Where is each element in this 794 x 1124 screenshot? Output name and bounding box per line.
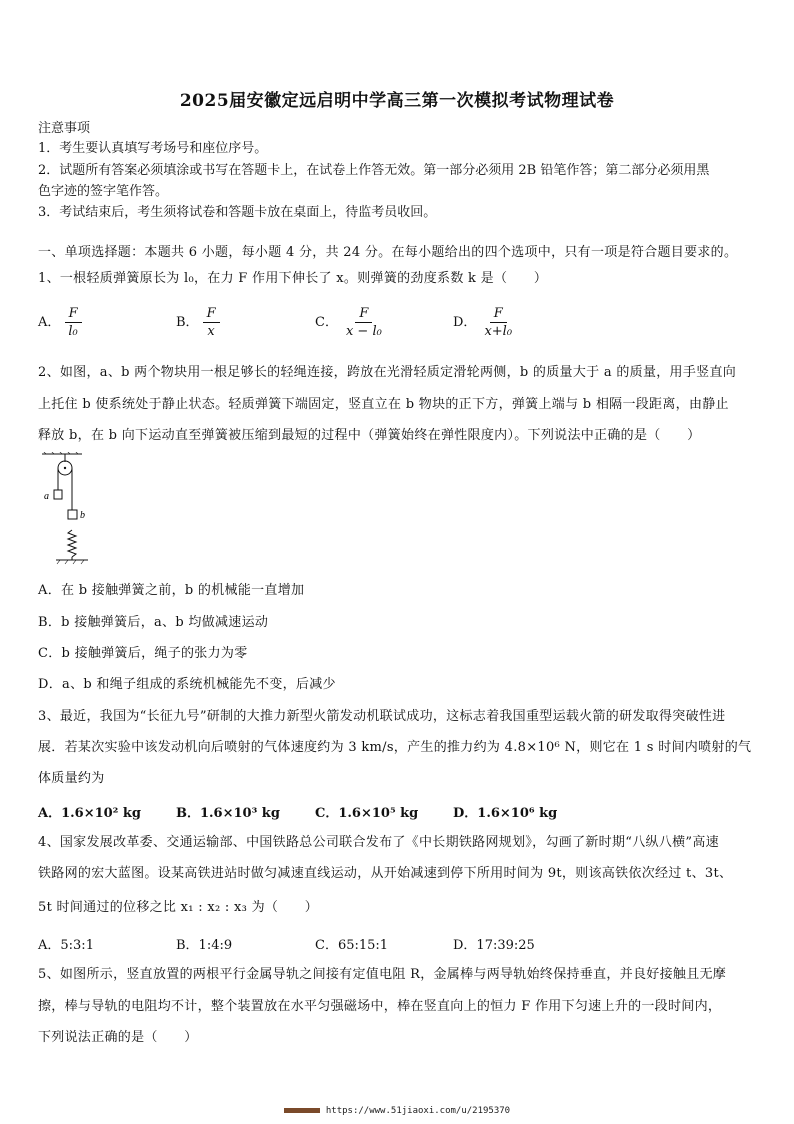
- q4-option-d[interactable]: D．17:39:25: [453, 938, 535, 953]
- spring: [68, 530, 76, 557]
- question-5-stem-line: 5、如图所示，竖直放置的两根平行金属导轨之间接有定值电阻 R，金属棒与两导轨始终保持垂直，并良好接触且无摩: [38, 967, 727, 982]
- q3-option-d[interactable]: D．1.6×10⁶ kg: [453, 806, 558, 821]
- question-2-stem-line: 释放 b，在 b 向下运动直至弹簧被压缩到最短的过程中（弹簧始终在弹性限度内）。下列说法中正确的是（ ）: [38, 428, 701, 443]
- notice-heading: 注意事项: [38, 121, 91, 136]
- block-a: [54, 490, 62, 499]
- label-a: a: [44, 491, 49, 502]
- q4-option-b[interactable]: B．1:4:9: [176, 938, 233, 953]
- q2-option-b[interactable]: B．b 接触弹簧后，a、b 均做减速运动: [38, 615, 269, 630]
- q1-option-a[interactable]: [38, 306, 82, 339]
- question-4-stem-line: 铁路网的宏大蓝图。设某高铁进站时做匀减速直线运动，从开始减速到停下所用时间为 9t，则该高铁依次经过 t、3t、: [38, 866, 733, 881]
- block-b: [68, 510, 77, 519]
- notice-item: 3．考试结束后，考生须将试卷和答题卡放在桌面上，待监考员收回。: [38, 205, 437, 220]
- question-5-stem-line: 下列说法正确的是（ ）: [38, 1030, 198, 1045]
- q3-option-c[interactable]: C．1.6×10⁵ kg: [315, 806, 419, 821]
- option-label: D．: [453, 315, 477, 330]
- footer-url[interactable]: https://www.51jiaoxi.com/u/2195370: [325, 1106, 511, 1116]
- q4-option-c[interactable]: C．65:15:1: [315, 938, 389, 953]
- fraction: $\frac{F}{x}$: [203, 306, 220, 339]
- option-label: B．: [176, 315, 199, 330]
- q3-option-a[interactable]: A．1.6×10² kg: [38, 806, 142, 821]
- question-3-stem-line: 3、最近，我国为“长征九号”研制的大推力新型火箭发动机联试成功，这标志着我国重型运载火箭的研发取得突破性进: [38, 709, 726, 724]
- label-b: b: [80, 510, 85, 521]
- q2-option-c[interactable]: C．b 接触弹簧后，绳子的张力为零: [38, 646, 248, 661]
- notice-item: 色字迹的签字笔作答。: [38, 184, 169, 199]
- hatch: [81, 560, 84, 564]
- q4-option-a[interactable]: A．5:3:1: [38, 938, 94, 953]
- question-4-stem-line: 4、国家发展改革委、交通运输部、中国铁路总公司联合发布了《中长期铁路网规划》，勾画了新时期“八纵八横”高速: [38, 835, 719, 850]
- question-3-stem-line: 展．若某次实验中该发动机向后喷射的气体速度约为 3 km/s，产生的推力约为 4.8×10⁶ N，则它在 1 s 时间内喷射的气: [38, 740, 752, 755]
- pulley-axle: [64, 467, 66, 469]
- q3-option-b[interactable]: B．1.6×10³ kg: [176, 806, 280, 821]
- option-label: A．: [38, 315, 61, 330]
- hatch: [57, 560, 60, 564]
- q2-option-a[interactable]: A．在 b 接触弹簧之前，b 的机械能一直增加: [38, 583, 305, 598]
- page-title: 2025届安徽定远启明中学高三第一次模拟考试物理试卷: [179, 91, 615, 111]
- question-5-stem-line: 擦，棒与导轨的电阻均不计，整个装置放在水平匀强磁场中，棒在竖直向上的恒力 F 作用下匀速上升的一段时间内，: [38, 999, 722, 1014]
- fraction: $\frac{F}{\text{l₀}}$: [64, 306, 81, 339]
- notice-item: 1．考生要认真填写考场号和座位序号。: [38, 141, 268, 156]
- q1-option-d[interactable]: [453, 306, 516, 339]
- fraction: $\frac{F}{\text{x − l₀}}$: [345, 306, 382, 339]
- question-2-stem-line: 2、如图，a、b 两个物块用一根足够长的轻绳连接，跨放在光滑轻质定滑轮两侧，b 的质量大于 a 的质量，用手竖直向: [38, 365, 737, 380]
- site-logo: [284, 1108, 320, 1113]
- section-heading: 一、单项选择题：本题共 6 小题，每小题 4 分，共 24 分。在每小题给出的四个选项中，只有一项是符合题目要求的。: [38, 245, 738, 260]
- footer-watermark: [0, 1106, 794, 1116]
- question-1-stem: 1、一根轻质弹簧原长为 l₀，在力 F 作用下伸长了 x。则弹簧的劲度系数 k 是（ ）: [38, 271, 548, 286]
- pulley-spring-diagram: [38, 452, 98, 572]
- hatch: [65, 560, 68, 564]
- question-2-stem-line: 上托住 b 使系统处于静止状态。轻质弹簧下端固定，竖直立在 b 物块的正下方，弹簧上端与 b 相隔一段距离，由静止: [38, 397, 729, 412]
- q2-option-d[interactable]: D．a、b 和绳子组成的系统机械能先不变，后减少: [38, 677, 336, 692]
- question-3-stem-line: 体质量约为: [38, 771, 105, 786]
- fraction: $\frac{F}{\text{x+l₀}}$: [484, 306, 513, 339]
- option-label: C．: [315, 315, 338, 330]
- notice-item: 2．试题所有答案必须填涂或书写在答题卡上，在试卷上作答无效。第一部分必须用 2B 铅笔作答；第二部分必须用黑: [38, 163, 710, 178]
- question-4-stem-line: 5t 时间通过的位移之比 x₁ : x₂ : x₃ 为（ ）: [38, 900, 319, 915]
- q1-option-c[interactable]: [315, 306, 386, 339]
- q1-option-b[interactable]: [176, 306, 220, 339]
- hatch: [73, 560, 76, 564]
